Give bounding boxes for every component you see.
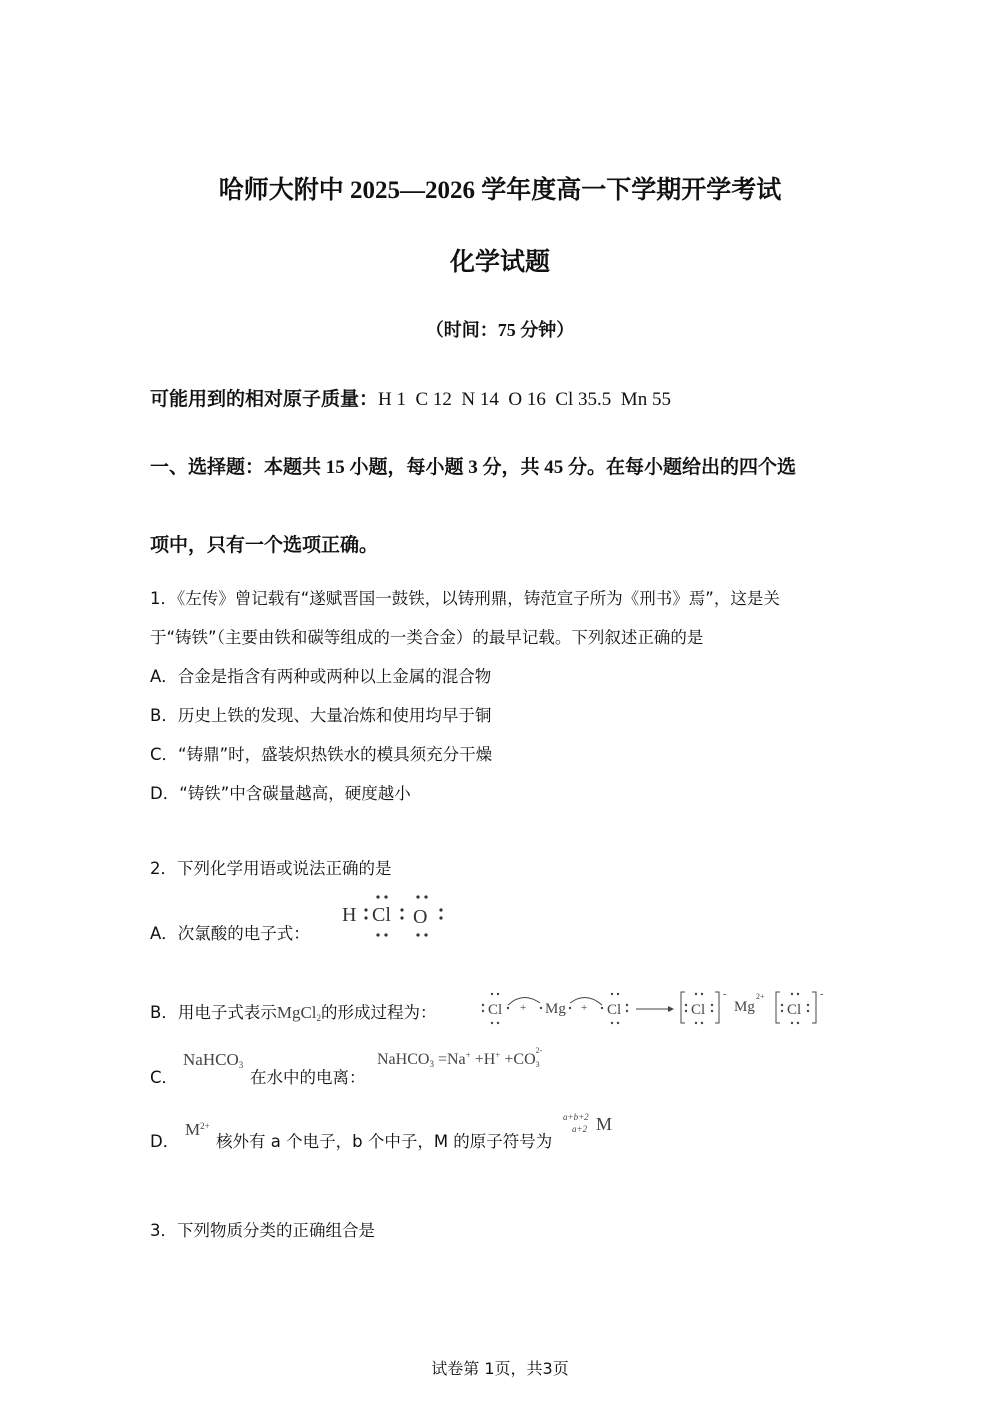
nahco3-subscript: 3 — [238, 1060, 244, 1070]
q2-stem: 2．下列化学用语或说法正确的是 — [150, 859, 392, 878]
mg-ion-charge: 2+ — [756, 992, 765, 1001]
q1-option-a: A．合金是指含有两种或两种以上金属的混合物 — [150, 667, 492, 686]
cl-ion-2-charge: - — [820, 989, 824, 1000]
q1-option-d: D．“铸铁”中含碳量越高，硬度越小 — [150, 784, 411, 803]
cl-ion-1-charge: - — [723, 989, 727, 1000]
section1-line1: 一、选择题：本题共 15 小题，每小题 3 分，共 45 分。在每小题给出的四个选 — [150, 457, 797, 478]
plus-2: + — [581, 1002, 588, 1014]
ion-m: M — [185, 1120, 201, 1139]
atomic-symbol — [563, 1112, 623, 1142]
eq-co3-scripts — [535, 1046, 544, 1069]
mgcl-subscript: 2 — [316, 1013, 322, 1023]
q3-stem: 3．下列物质分类的正确组合是 — [150, 1221, 375, 1240]
nahco3-formula: NaHCO — [183, 1050, 239, 1069]
plus-1: + — [520, 1002, 527, 1014]
q2-b-text1: B．用电子式表示 — [150, 1003, 277, 1022]
section1-line2: 项中，只有一个选项正确。 — [150, 534, 379, 556]
hclo-electron-formula — [338, 888, 448, 942]
exam-subtitle: 化学试题 — [449, 247, 550, 276]
q2-option-d-label: D． — [150, 1132, 180, 1151]
ion-m-charge: 2+ — [200, 1121, 210, 1131]
q2-option-a-text: A．次氯酸的电子式： — [150, 924, 310, 943]
cl-ion-2: Cl — [787, 1002, 802, 1018]
exam-title: 哈师大附中 2025—2026 学年度高一下学期开学考试 — [218, 177, 782, 204]
eq-na-charge: + — [465, 1050, 471, 1060]
q1-stem-line1: 1．《左传》曾记载有“遂赋晋国一鼓铁，以铸刑鼎，铸范宣子所为《刑书》焉”，这是关 — [150, 589, 780, 608]
ionization-equation — [377, 1046, 544, 1069]
eq-co3: CO — [513, 1051, 536, 1068]
eq-h-charge: + — [495, 1050, 501, 1060]
q2-b-mgcl2 — [277, 1003, 321, 1022]
hclo-cl: Cl — [372, 904, 391, 926]
atomic-number: a+2 — [572, 1124, 588, 1134]
hclo-o: O — [413, 906, 428, 928]
eq-h: H — [483, 1051, 496, 1068]
mg-ion: Mg — [734, 999, 755, 1015]
eq-nahco3: NaHCO — [377, 1051, 430, 1068]
mg-atom: Mg — [545, 1001, 566, 1017]
eq-co3-charge: 2- — [535, 1046, 543, 1055]
q2-d-text: 核外有 a 个电子，b 个中子，M 的原子符号为 — [216, 1132, 553, 1151]
mgcl2-formation-diagram — [478, 985, 838, 1031]
eq-equals: = — [437, 1051, 447, 1068]
element-symbol: M — [596, 1114, 613, 1134]
q1-option-b: B．历史上铁的发现、大量冶炼和使用均早于铜 — [150, 706, 492, 725]
q1-option-c: C．“铸鼎”时，盛装炽热铁水的模具须充分干燥 — [150, 745, 493, 764]
q2-option-c-label: C． — [150, 1068, 179, 1087]
atomic-masses-label: 可能用到的相对原子质量： — [150, 388, 379, 410]
cl-ion-1: Cl — [691, 1002, 706, 1018]
q2-c-nahco3 — [183, 1050, 243, 1070]
eq-nahco3-sub: 3 — [429, 1059, 434, 1069]
atomic-masses-values: H 1 C 12 N 14 O 16 Cl 35.5 Mn 55 — [378, 389, 671, 410]
cl-atom-2: Cl — [607, 1002, 622, 1018]
exam-time: （时间：75 分钟） — [425, 320, 575, 340]
q2-b-text2: 的形成过程为： — [321, 1003, 437, 1022]
eq-na: Na — [446, 1051, 466, 1068]
hclo-h: H — [342, 904, 357, 926]
mass-number: a+b+2 — [563, 1112, 589, 1122]
q1-stem-line2: 于“铸铁”（主要由铁和碳等组成的一类合金）的最早记载。下列叙述正确的是 — [150, 628, 704, 647]
mgcl-formula: MgCl — [276, 1003, 317, 1022]
cl-atom-1: Cl — [488, 1002, 503, 1018]
page-footer: 试卷第 1页，共3页 — [431, 1359, 569, 1378]
eq-co3-sub: 3 — [535, 1060, 540, 1069]
q2-d-ion — [185, 1120, 210, 1140]
eq-plus-1: + — [474, 1051, 484, 1068]
eq-plus-2: + — [504, 1051, 514, 1068]
q2-c-text: 在水中的电离： — [250, 1068, 366, 1087]
atomic-masses — [150, 384, 671, 411]
q2-option-b — [150, 999, 437, 1023]
